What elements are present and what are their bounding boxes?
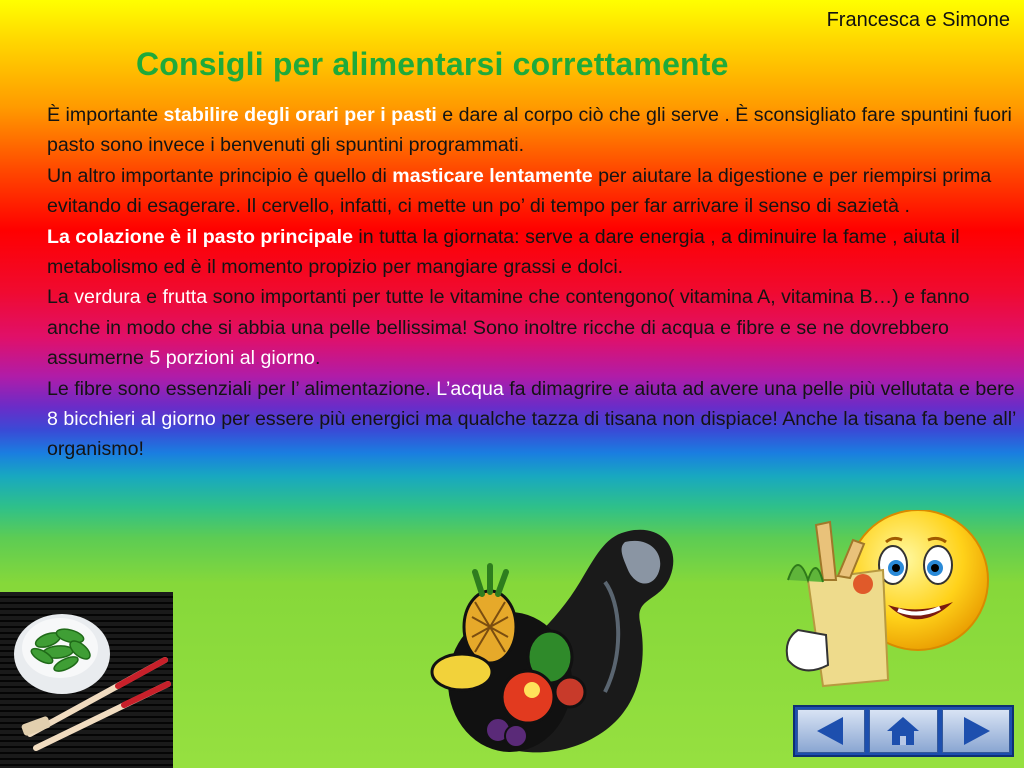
slide-navigation: [793, 705, 1014, 757]
highlight-five-portions: 5 porzioni al giorno: [149, 347, 315, 370]
text-run: in tutta la giornata: serve a dare energia , a diminuire la fame , aiuta il metabolismo ed è il momento propizio per mangiare grassi e dolci.: [47, 225, 960, 279]
highlight-breakfast: La colazione è il pasto principale: [47, 225, 353, 248]
text-run: e dare al corpo ciò che gli serve . È sconsigliato fare spuntini fuori pasto sono invece i benvenuti gli spuntini programmati.: [47, 104, 1012, 157]
text-run: È importante: [47, 104, 164, 126]
home-button[interactable]: [869, 709, 937, 753]
edamame-chopsticks-image: [0, 592, 173, 768]
paragraph-breakfast: [47, 222, 1019, 283]
paragraph-meal-times: [47, 100, 1019, 161]
cornucopia-image: [420, 522, 690, 768]
text-run: per aiutare la digestione e per riempirsi prima evitando di esagerare. Il cervello, infatti, ci mette un po’ di tempo per far arrivare il senso di sazietà .: [47, 164, 992, 218]
text-run: .: [314, 347, 321, 370]
highlight-fruit: frutta: [162, 286, 208, 309]
text-run: sono importanti per tutte le vitamine che contengono( vitamina A, vitamina B…) e fanno anche in modo che si abbia una pelle bellissima! Sono inoltre ricche di acqua e fibre e se ne dovrebbero assumerne: [47, 286, 970, 370]
author-credit: Francesca e Simone: [826, 9, 1010, 31]
slide-body: [47, 100, 1019, 465]
highlight-water: L’acqua: [436, 377, 504, 400]
highlight-eight-glasses: 8 bicchieri al giorno: [47, 408, 216, 431]
text-run: e: [140, 286, 163, 309]
slide-title: Consigli per alimentarsi correttamente: [136, 46, 729, 82]
next-slide-button[interactable]: [942, 709, 1010, 753]
paragraph-chewing: [47, 161, 1019, 222]
home-icon: [883, 713, 923, 749]
arrow-left-icon: [811, 713, 851, 749]
smiley-grocery-bag-image: [768, 510, 990, 692]
previous-slide-button[interactable]: [797, 709, 865, 753]
highlight-chew-slowly: masticare lentamente: [392, 164, 593, 187]
text-run: Un altro importante principio è quello di: [47, 164, 393, 187]
paragraph-fiber-water: [47, 374, 1019, 465]
highlight-meal-times: stabilire degli orari per i pasti: [163, 104, 437, 126]
paragraph-fruit-vegetables: [47, 282, 1019, 373]
highlight-vegetables: verdura: [74, 286, 141, 309]
text-run: La: [47, 286, 75, 309]
text-run: Le fibre sono essenziali per l’ alimentazione.: [47, 377, 437, 400]
arrow-right-icon: [956, 713, 996, 749]
text-run: fa dimagrire e aiuta ad avere una pelle più vellutata e bere: [503, 377, 1015, 400]
text-run: per essere più energici ma qualche tazza di tisana non dispiace! Anche la tisana fa bene all’ organismo!: [47, 408, 1016, 461]
